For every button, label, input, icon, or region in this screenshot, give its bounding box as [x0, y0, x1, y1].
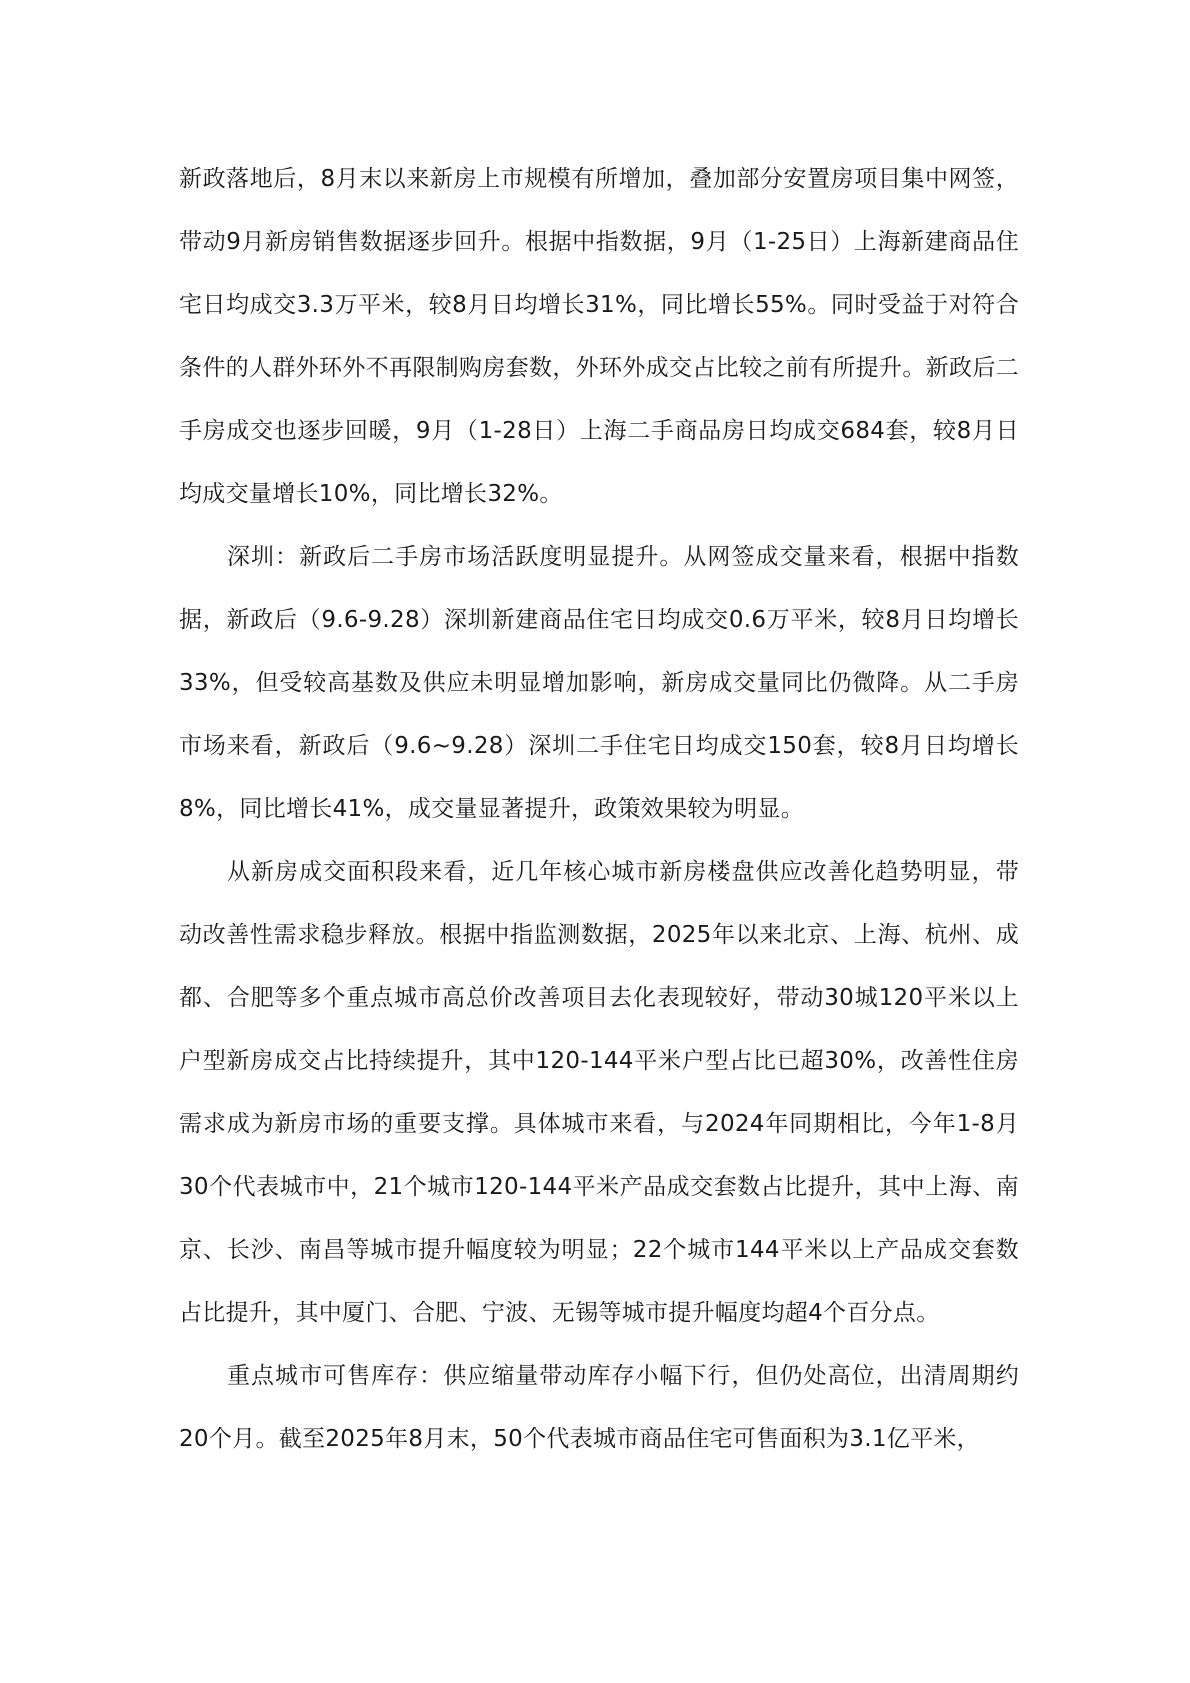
document-body: [179, 148, 1019, 1471]
paragraph-shenzhen-market: 深圳：新政后二手房市场活跃度明显提升。从网签成交量来看，根据中指数据，新政后（9.6-9.28）深圳新建商品住宅日均成交0.6万平米，较8月日均增长33%，但受较高基数及供应未明显增加影响，新房成交量同比仍微降。从二手房市场来看，新政后（9.6~9.28）深圳二手住宅日均成交150套，较8月日均增长8%，同比增长41%，成交量显著提升，政策效果较为明显。: [179, 544, 1019, 822]
paragraph-inventory: 重点城市可售库存：供应缩量带动库存小幅下行，但仍处高位，出清周期约20个月。截至2025年8月末，50个代表城市商品住宅可售面积为3.1亿平米，: [179, 1363, 1019, 1452]
paragraph-shanghai-market: 新政落地后，8月末以来新房上市规模有所增加，叠加部分安置房项目集中网签，带动9月新房销售数据逐步回升。根据中指数据，9月（1-25日）上海新建商品住宅日均成交3.3万平米，较8月日均增长31%，同比增长55%。同时受益于对符合条件的人群外环外不再限制购房套数，外环外成交占比较之前有所提升。新政后二手房成交也逐步回暖，9月（1-28日）上海二手商品房日均成交684套，较8月日均成交量增长10%，同比增长32%。: [179, 166, 1019, 507]
paragraph-area-segment: 从新房成交面积段来看，近几年核心城市新房楼盘供应改善化趋势明显，带动改善性需求稳步释放。根据中指监测数据，2025年以来北京、上海、杭州、成都、合肥等多个重点城市高总价改善项目去化表现较好，带动30城120平米以上户型新房成交占比持续提升，其中120-144平米户型占比已超30%，改善性住房需求成为新房市场的重要支撑。具体城市来看，与2024年同期相比，今年1-8月30个代表城市中，21个城市120-144平米产品成交套数占比提升，其中上海、南京、长沙、南昌等城市提升幅度较为明显；22个城市144平米以上产品成交套数占比提升，其中厦门、合肥、宁波、无锡等城市提升幅度均超4个百分点。: [179, 859, 1019, 1326]
